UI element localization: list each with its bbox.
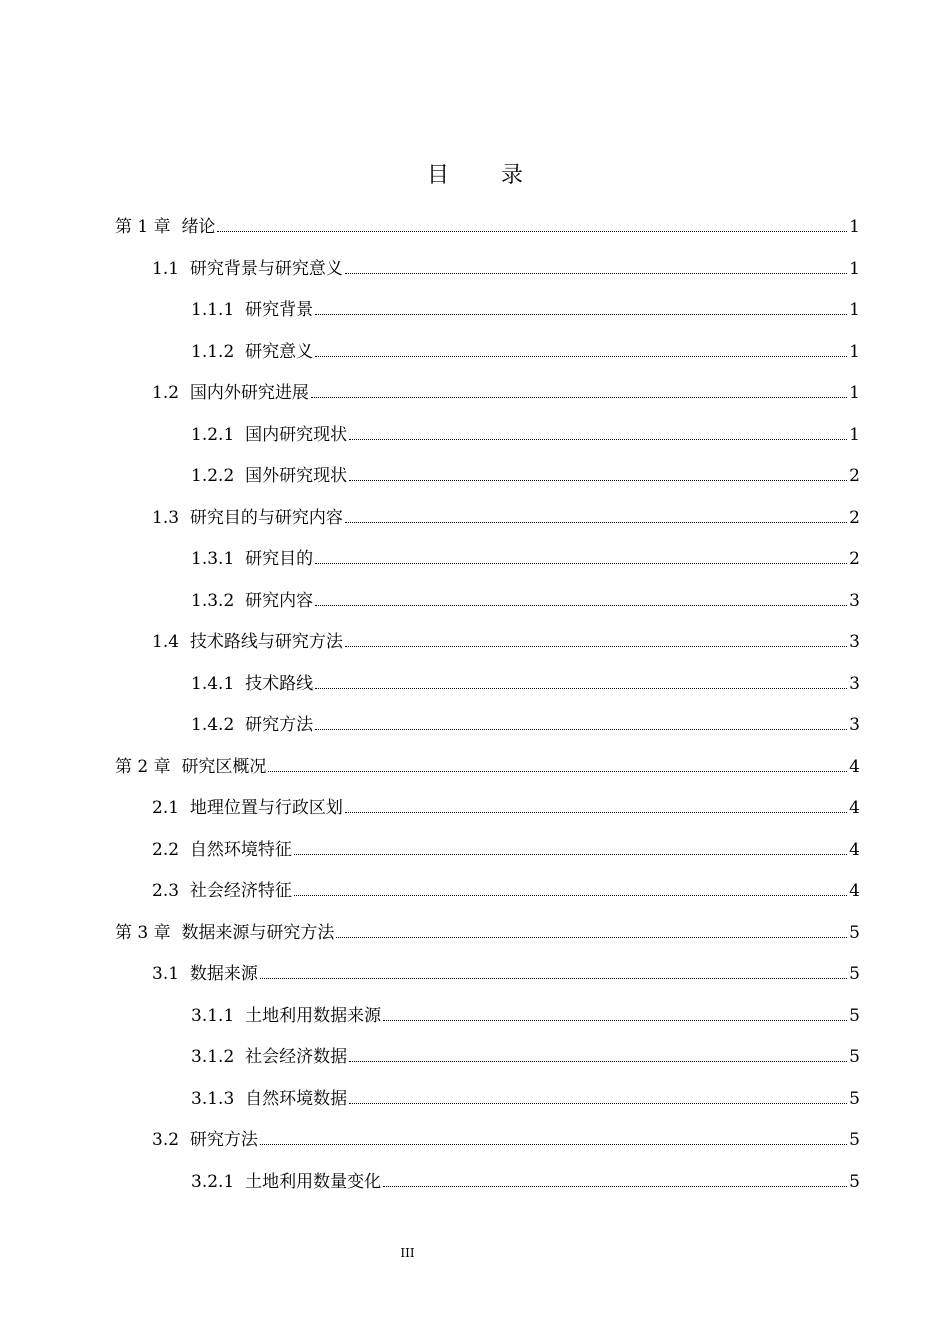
toc-entry-page: 5 — [849, 922, 860, 943]
toc-entry-title: 研究背景 — [245, 300, 314, 320]
toc-entry[interactable] — [152, 880, 860, 902]
toc-entry-number: 1.2 — [152, 383, 190, 403]
toc-leader-dots — [349, 1103, 847, 1104]
toc-entry[interactable] — [191, 341, 860, 363]
toc-entry[interactable] — [115, 922, 860, 944]
toc-entry-page: 1 — [849, 258, 860, 279]
toc-leader-dots — [268, 771, 847, 772]
toc-entry-page: 5 — [849, 964, 860, 984]
toc-leader-dots — [315, 314, 847, 315]
toc-entry[interactable] — [115, 216, 860, 238]
toc-entry-page: 1 — [849, 424, 860, 445]
toc-entry[interactable] — [152, 507, 860, 529]
toc-entry-page: 2 — [849, 466, 860, 486]
toc-entry-number: 3.1.3 — [191, 1088, 246, 1109]
toc-entry-number: 1.3.2 — [191, 590, 246, 611]
toc-entry-page: 1 — [849, 341, 860, 362]
toc-entry-title: 研究区概况 — [181, 756, 267, 777]
toc-entry-number: 1.1.2 — [191, 341, 246, 362]
toc-entry-title: 国内研究现状 — [245, 424, 348, 445]
toc-entry-number: 1.4 — [152, 632, 190, 652]
toc-entry[interactable] — [191, 548, 860, 570]
toc-entry[interactable] — [191, 714, 860, 736]
toc-leader-dots — [383, 1186, 847, 1187]
toc-entry-page: 2 — [849, 507, 860, 528]
toc-entry-number: 3.2.1 — [191, 1171, 246, 1192]
toc-entry-page: 4 — [849, 798, 860, 818]
toc-leader-dots — [294, 895, 847, 896]
toc-entry-number: 1.3 — [152, 507, 190, 528]
toc-entry-title: 数据来源与研究方法 — [181, 922, 335, 943]
toc-entry-number: 2.2 — [152, 839, 190, 860]
toc-entry-title: 研究意义 — [245, 341, 314, 362]
toc-entry-number: 第 1 章 — [115, 217, 182, 237]
toc-entry-page: 1 — [849, 300, 860, 320]
toc-entry-page: 4 — [849, 756, 860, 777]
toc-entry-number: 2.1 — [152, 798, 190, 818]
toc-title — [0, 158, 950, 189]
toc-entry-number: 第 3 章 — [115, 922, 182, 943]
page-number: III — [400, 1246, 415, 1260]
toc-entry[interactable] — [152, 631, 860, 653]
toc-entry-number: 1.4.2 — [191, 715, 246, 735]
toc-entry-page: 5 — [849, 1005, 860, 1026]
toc-leader-dots — [294, 854, 847, 855]
toc-entry[interactable] — [191, 424, 860, 446]
toc-entry-page: 3 — [849, 632, 860, 652]
toc-entry[interactable] — [191, 465, 860, 487]
toc-entry-number: 2.3 — [152, 881, 190, 901]
toc-entry[interactable] — [115, 756, 860, 778]
toc-entry-title: 研究方法 — [245, 715, 314, 735]
toc-entry-title: 自然环境特征 — [189, 839, 292, 860]
toc-entry-title: 研究目的与研究内容 — [189, 507, 343, 528]
toc-entry-page: 1 — [849, 217, 860, 237]
toc-entry-page: 3 — [849, 673, 860, 694]
toc-entry-page: 5 — [849, 1130, 860, 1150]
toc-entry[interactable] — [152, 839, 860, 861]
toc-entry-page: 5 — [849, 1088, 860, 1109]
toc-leader-dots — [260, 978, 847, 979]
toc-entry[interactable] — [191, 1088, 860, 1110]
toc-leader-dots — [315, 563, 847, 564]
toc-entry-title: 国外研究现状 — [245, 466, 348, 486]
toc-entry-title: 地理位置与行政区划 — [189, 798, 343, 818]
toc-entry-title: 研究背景与研究意义 — [189, 258, 343, 279]
toc-entry-title: 技术路线 — [245, 673, 314, 694]
toc-entry-title: 研究目的 — [245, 549, 314, 569]
toc-entry-title: 土地利用数量变化 — [245, 1171, 382, 1192]
toc-entry[interactable] — [191, 1171, 860, 1193]
toc-entry[interactable] — [191, 1005, 860, 1027]
toc-leader-dots — [311, 397, 847, 398]
toc-entry-page: 5 — [849, 1171, 860, 1192]
toc-entry-title: 数据来源 — [189, 964, 258, 984]
toc-entry-number: 第 2 章 — [115, 756, 182, 777]
toc-entry[interactable] — [191, 590, 860, 612]
toc-leader-dots — [349, 439, 847, 440]
toc-entry-number: 3.1.1 — [191, 1005, 246, 1026]
toc-entry[interactable] — [191, 673, 860, 695]
toc-entry-number: 1.4.1 — [191, 673, 246, 694]
toc-entry-number: 1.2.1 — [191, 424, 246, 445]
toc-entry-title: 社会经济数据 — [245, 1047, 348, 1067]
toc-entry-title: 研究内容 — [245, 590, 314, 611]
toc-entry-title: 国内外研究进展 — [189, 383, 309, 403]
toc-entry[interactable] — [152, 1129, 860, 1151]
toc-leader-dots — [217, 231, 847, 232]
toc-entry-number: 3.1.2 — [191, 1047, 246, 1067]
toc-entry[interactable] — [191, 299, 860, 321]
toc-entry-title: 绪论 — [181, 217, 216, 237]
toc-leader-dots — [345, 522, 847, 523]
toc-leader-dots — [349, 1061, 847, 1062]
toc-leader-dots — [345, 812, 847, 813]
toc-entry-number: 1.2.2 — [191, 466, 246, 486]
toc-title-left: 目 — [426, 163, 449, 188]
toc-entry-number: 1.3.1 — [191, 549, 246, 569]
toc-entry[interactable] — [191, 1046, 860, 1068]
toc-entry-title: 自然环境数据 — [245, 1088, 348, 1109]
toc-entry-title: 技术路线与研究方法 — [189, 632, 343, 652]
toc-leader-dots — [349, 480, 847, 481]
toc-entry[interactable] — [152, 382, 860, 404]
toc-leader-dots — [315, 729, 847, 730]
toc-entry-title: 社会经济特征 — [189, 881, 292, 901]
toc-entry-page: 1 — [849, 383, 860, 403]
toc-leader-dots — [260, 1144, 847, 1145]
toc-entry-number: 1.1.1 — [191, 300, 246, 320]
toc-entry-title: 研究方法 — [189, 1130, 258, 1150]
toc-entry[interactable] — [152, 797, 860, 819]
toc-entry-number: 3.1 — [152, 964, 190, 984]
toc-leader-dots — [383, 1020, 847, 1021]
toc-entry-number: 3.2 — [152, 1130, 190, 1150]
toc-leader-dots — [345, 646, 847, 647]
toc-entry[interactable] — [152, 258, 860, 280]
toc-entry-page: 3 — [849, 715, 860, 735]
toc-title-right: 录 — [501, 163, 524, 188]
toc-leader-dots — [336, 937, 847, 938]
toc-entry-page: 3 — [849, 590, 860, 611]
toc-leader-dots — [315, 356, 847, 357]
toc-entry-title: 土地利用数据来源 — [245, 1005, 382, 1026]
toc-entry-number: 1.1 — [152, 258, 190, 279]
toc-entry[interactable] — [152, 963, 860, 985]
toc-entry-page: 5 — [849, 1047, 860, 1067]
toc-entry-page: 2 — [849, 549, 860, 569]
toc-leader-dots — [315, 605, 847, 606]
toc-leader-dots — [315, 688, 847, 689]
toc-leader-dots — [345, 273, 847, 274]
toc-entry-page: 4 — [849, 881, 860, 901]
toc-entry-page: 4 — [849, 839, 860, 860]
